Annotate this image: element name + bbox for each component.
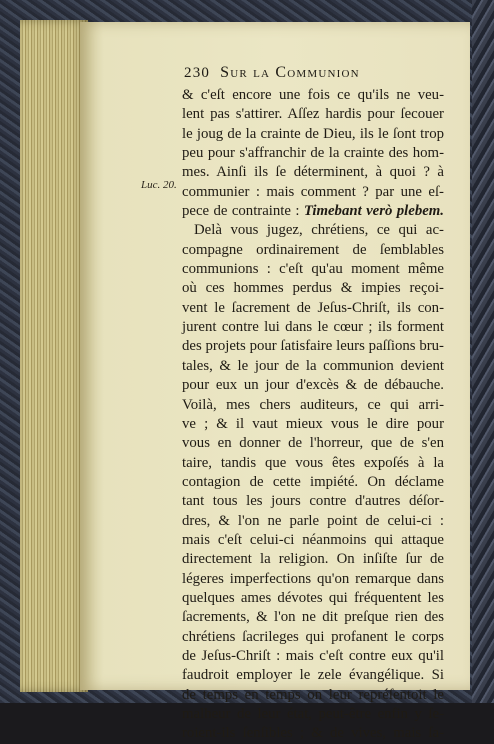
text-line: dres, & l'on ne parle point de celui-ci :	[182, 512, 444, 529]
text-line: vous en donner de l'horreur, que de s'en	[182, 435, 444, 452]
text-line: & c'eſt encore une fois ce qu'ils ne veu-	[182, 87, 444, 103]
latin-quote: Timebant verò plebem.	[303, 203, 444, 220]
text-line: malheur de leur état, peut-être enfin y ſe-	[182, 706, 444, 722]
text-line: où ces hommes perdus & impies reçoi-	[182, 280, 444, 297]
text-line: de Jeſus-Chriſt : mais c'eſt contre eux qu'il	[182, 647, 444, 664]
text-line: pour eux un jour d'excès & de débauche.	[182, 377, 444, 394]
text-line: ſacrements, & l'on ne dit preſque rien des	[182, 609, 444, 626]
text-line: contagion de cette impiété. On déclame	[182, 473, 444, 490]
body-text	[182, 86, 444, 744]
text-line	[182, 202, 444, 221]
running-head	[184, 64, 424, 86]
text-line: jurent contre lui dans le cœur ; ils forment	[182, 319, 444, 336]
text-line: communier : mais comment ? par une eſ-	[182, 183, 444, 200]
text-line: tales, & le jour de la communion devient	[182, 357, 444, 374]
margin-note: Luc. 20.	[141, 179, 177, 191]
text-line: mes. Ainſi ils ſe déterminent, à quoi ? à	[182, 164, 444, 181]
text-line: ve ; & il vaut mieux vous le dire pour	[182, 415, 444, 432]
text-line: vent le ſacrement de Jeſus-Chriſt, ils con-	[182, 299, 444, 316]
text-line: lent pas s'attirer. Aſſez hardis pour ſecouer	[182, 106, 444, 123]
text-line: faudroit employer le zele évangélique. Si	[182, 667, 444, 684]
page-number: 230	[184, 65, 211, 81]
text-line: roient-ils ſenſibles ; & de vives, mais ſa-	[182, 725, 444, 742]
text-line: légeres imperfections qu'on remarque dans	[182, 570, 444, 587]
text-fragment: pece de contrainte :	[182, 203, 304, 220]
text-line: peu pour s'affranchir de la crainte des hom-	[182, 145, 444, 162]
running-title: Sur la Communion	[220, 64, 360, 81]
text-line: taire, tandis que vous êtes expoſés à la	[182, 454, 444, 471]
cover-edge	[472, 0, 494, 703]
text-line: tant tous les jours contre d'autres déſor-	[182, 493, 444, 510]
text-line: chrétiens ſacrileges qui profanent le corps	[182, 628, 444, 645]
text-line: mais c'eſt celui-ci néanmoins qui attaque	[182, 531, 444, 548]
text-line: des projets pour ſatisfaire leurs paſſions bru-	[182, 338, 444, 355]
text-line: directement la religion. On inſiſte ſur de	[182, 551, 444, 568]
text-line: quelques ames dévotes qui fréquentent les	[182, 589, 444, 606]
page-block-edges	[20, 20, 88, 692]
text-line: de temps en temps on leur repréſentoit le	[182, 686, 444, 703]
text-line: compagne ordinairement de ſemblables	[182, 241, 444, 258]
text-line: Delà vous jugez, chrétiens, ce qui ac-	[194, 222, 444, 239]
text-line: Voilà, mes chers auditeurs, ce qui arri-	[182, 396, 444, 413]
text-line: le joug de la crainte de Dieu, ils le ſont trop	[182, 125, 444, 142]
text-line: communions : c'eſt qu'au moment même	[182, 261, 444, 278]
